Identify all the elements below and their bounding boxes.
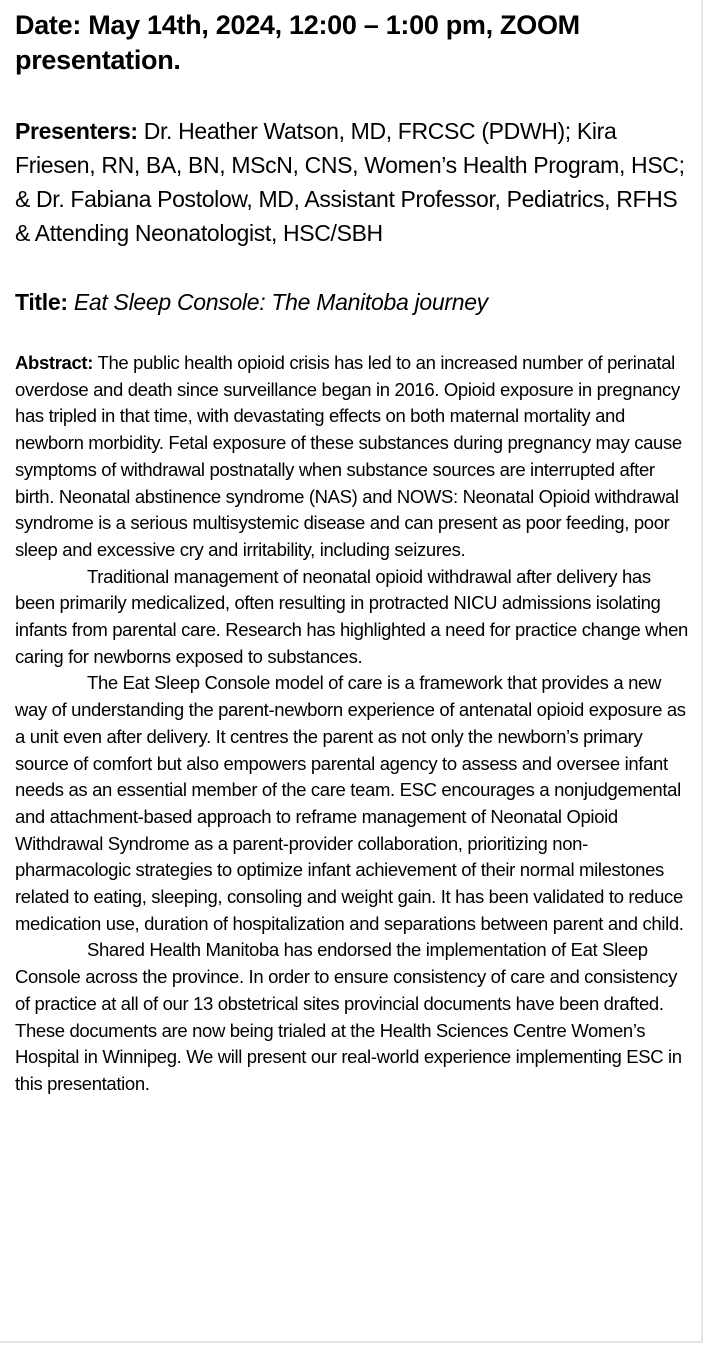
presenters-label: Presenters: bbox=[15, 118, 138, 144]
presenters-text: Dr. Heather Watson, MD, FRCSC (PDWH); Kira Friesen, RN, BA, BN, MScN, CNS, Women’s Health Program, HSC; & Dr. Fabiana Postolow, MD, Assistant Professor, Pediatrics, RFHS & Attending Neonatologist, HSC/SBH bbox=[15, 118, 685, 246]
abstract-section bbox=[15, 350, 691, 1098]
abstract-paragraph-1-text: The public health opioid crisis has led to an increased number of perinatal overdose and death since surveillance began in 2016. Opioid exposure in pregnancy has tripled in that time, with devastating effects on both maternal mortality and newborn morbidity. Fetal exposure of these substances during pregnancy may cause symptoms of withdrawal postnatally when substance sources are interrupted after birth. Neonatal abstinence syndrome (NAS) and NOWS: Neonatal Opioid withdrawal syndrome is a serious multisystemic disease and can present as poor feeding, poor sleep and excessive cry and irritability, including seizures. bbox=[15, 352, 682, 560]
presenters-section bbox=[15, 114, 691, 250]
abstract-paragraph-1 bbox=[15, 350, 691, 564]
document-content bbox=[15, 8, 691, 1098]
title-text: Eat Sleep Console: The Manitoba journey bbox=[67, 289, 488, 315]
abstract-paragraph-3: The Eat Sleep Console model of care is a framework that provides a new way of understanding the parent-newborn experience of antenatal opioid exposure as a unit even after delivery. It centres the parent as not only the newborn’s primary source of comfort but also empowers parental agency to assess and oversee infant needs as an essential member of the care team. ESC encourages a nonjudgemental and attachment-based approach to reframe management of Neonatal Opioid Withdrawal Syndrome as a parent-provider collaboration, prioritizing non-pharmacologic strategies to optimize infant achievement of their normal milestones related to eating, sleeping, consoling and weight gain. It has been validated to reduce medication use, duration of hospitalization and separations between parent and child. bbox=[15, 672, 686, 934]
title-label: Title: bbox=[15, 289, 68, 315]
abstract-label: Abstract: bbox=[15, 352, 94, 373]
abstract-paragraph-4: Shared Health Manitoba has endorsed the implementation of Eat Sleep Console across the province. In order to ensure consistency of care and consistency of practice at all of our 13 obstetrical sites provincial documents have been drafted. These documents are now being trialed at the Health Sciences Centre Women’s Hospital in Winnipeg. We will present our real-world experience implementing ESC in this presentation. bbox=[15, 939, 682, 1094]
event-date-heading: Date: May 14th, 2024, 12:00 – 1:00 pm, ZOOM presentation. bbox=[15, 10, 580, 75]
abstract-paragraph-2: Traditional management of neonatal opioid withdrawal after delivery has been primarily medicalized, often resulting in protracted NICU admissions isolating infants from parental care. Research has highlighted a need for practice change when caring for newborns exposed to substances. bbox=[15, 565, 688, 667]
title-section bbox=[15, 285, 691, 319]
